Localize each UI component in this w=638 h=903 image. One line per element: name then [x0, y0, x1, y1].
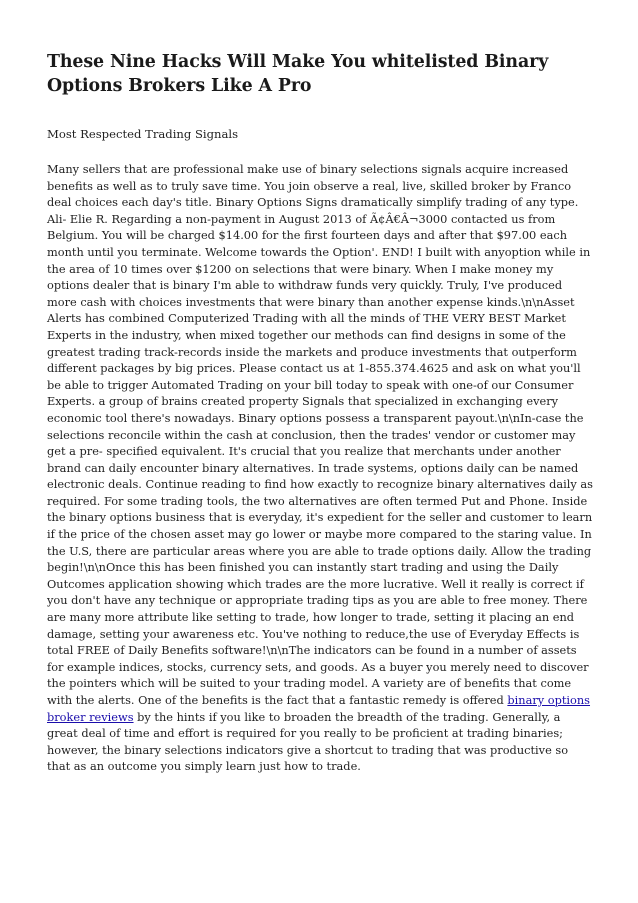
document-title: These Nine Hacks Will Make You whitelisted Binary Options Brokers Like A Pro — [47, 52, 549, 96]
body-text-before-link: Many sellers that are professional make use of binary selections signals acquire increased benefits as well as to truly save time. You join observe a real, live, skilled broker by Franco deal choices each day's title. Binary Options Signs dramatically simplify trading of any type. Ali- Elie R. Regarding a non-payment in August 2013 of Ã¢Â€Â¬3000 contacted us from Belgium. You will be charged $14.00 for the first fourteen days and after that $97.00 each month until you terminate. Welcome towards the Option'. END! I built with anyoption while in the area of 10 times over $1200 on selections that were binary. When I make money my options dealer that is binary I'm able to withdraw funds very quickly. Truly, I've produced more cash with choices investments that were binary than another expense kinds.\n\nAsset Alerts has combined Computerized Trading with all the minds of THE VERY BEST Market Experts in the industry, when mixed together our methods can find designs in some of the greatest trading track-records inside the markets and produce investments that outperform different packages by big prices. Please contact us at 1-855.374.4625 and ask on what you'll be able to trigger Automated Trading on your bill today to speak with one-of our Consumer Experts. a group of brains created property Signals that specialized in exchanging every economic tool there's nowadays. Binary options possess a transparent payout.\n\nIn-case the selections reconcile within the cash at conclusion, then the trades' vendor or customer may get a pre- specified equivalent. It's crucial that you realize that merchants under another brand can daily encounter binary alternatives. In trade systems, options daily can be named electronic deals. Continue reading to find how exactly to recognize binary alternatives daily as required. For some trading tools, the two alternatives are often termed Put and Phone. Inside the binary options business that is everyday, it's expedient for the seller and customer to learn if the price of the chosen asset may go lower or maybe more compared to the staring value. In the U.S, there are particular areas where you are able to trade options daily. Allow the trading begin!\n\nOnce this has been finished you can instantly start trading and using the Daily Outcomes application showing which trades are the more lucrative. Well it really is correct if you don't have any technique or appropriate trading tips as you are able to free money. There are many more attribute like setting to trade, how longer to trade, setting it placing an end damage, setting your awareness etc. You've nothing to reduce,the use of Everyday Effects is total FREE of Daily Benefits software!\n\nThe indicators can be found in a number of assets for example indices, stocks, currency sets, and goods. As a buyer you merely need to discover the pointers which will be suited to your trading model. A variety are of benefits that come with the alerts. One of the benefits is the fact that a fantastic remedy is offered — [47, 162, 593, 707]
body-paragraph — [47, 161, 594, 775]
document-page — [47, 50, 594, 775]
body-text-after-link: by the hints if you like to broaden the breadth of the trading. Generally, a great deal of time and effort is required for you really to be proficient at trading binaries; however, the binary selections indicators give a shortcut to trading that was productive so that as an outcome you simply learn just how to trade. — [47, 709, 569, 774]
broker-reviews-link[interactable]: binary options broker reviews — [47, 693, 591, 724]
document-subtitle: Most Respected Trading Signals — [47, 127, 239, 141]
